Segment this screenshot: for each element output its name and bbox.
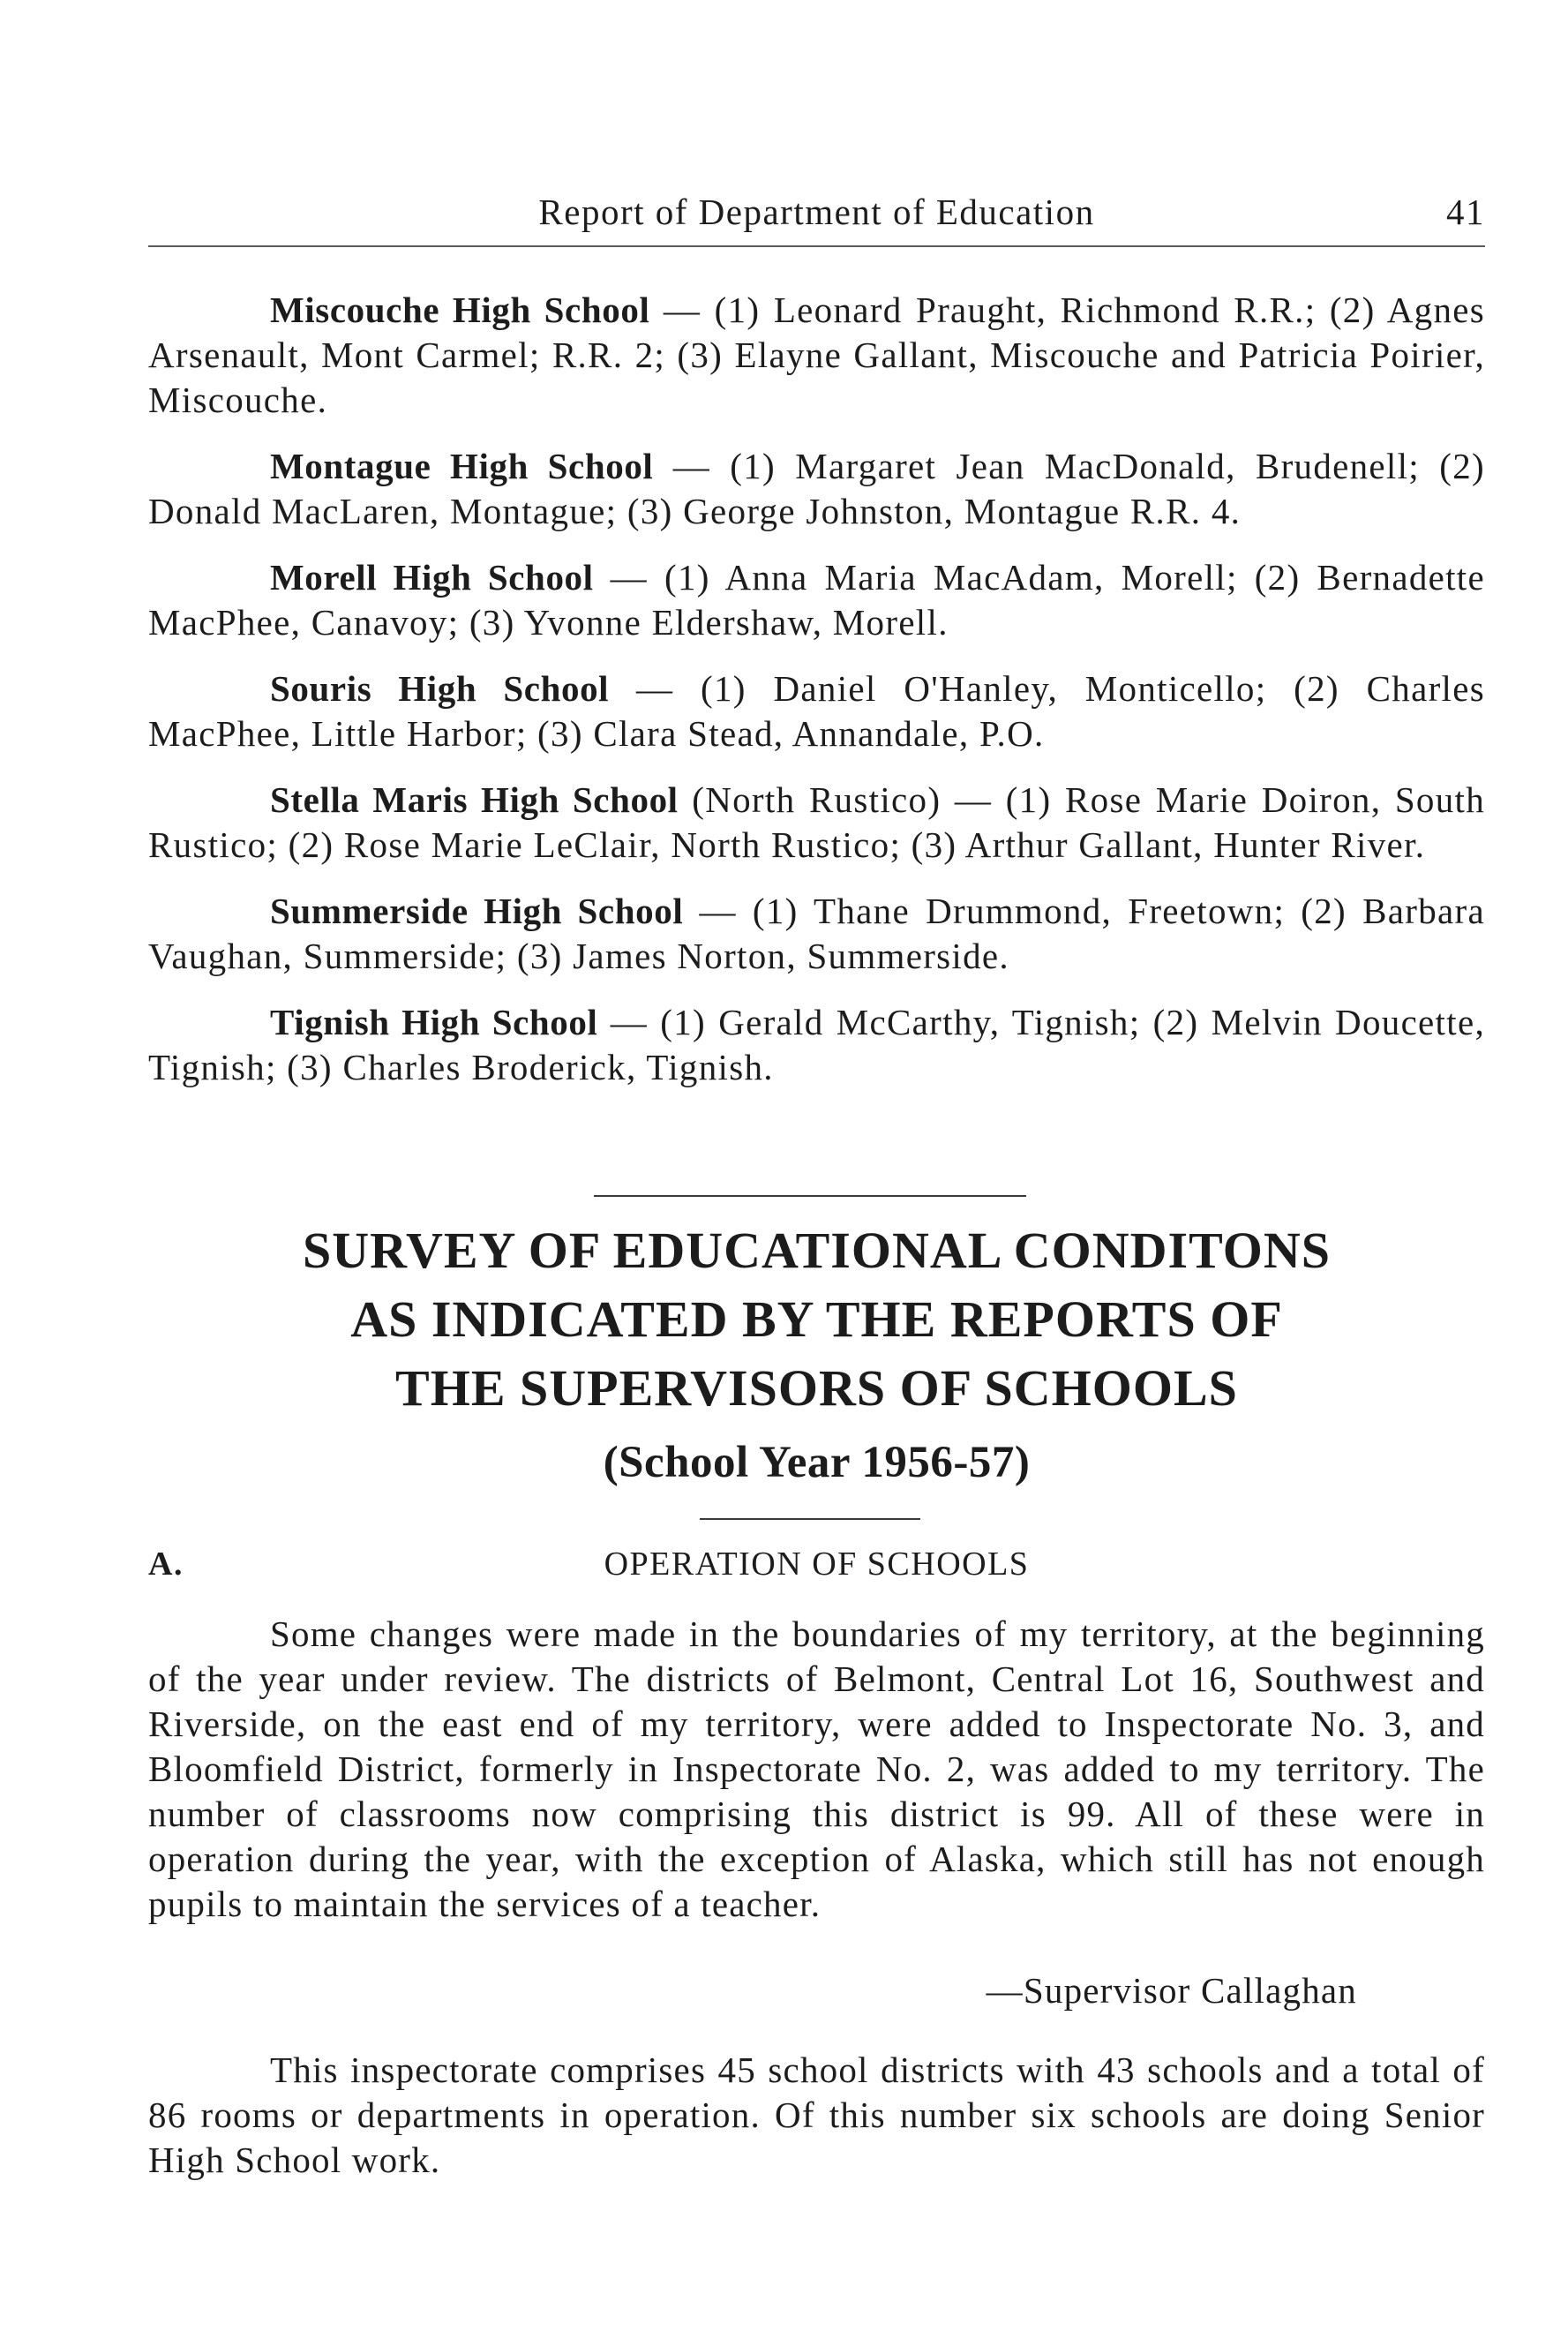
school-name: Summerside High School <box>270 891 684 931</box>
body-paragraph-1: Some changes were made in the boundaries of my territory, at the beginning of the year under review. The districts of Belmont, Central Lot 16, Southwest and Riverside, on the east end of my territory, were added to Inspectorate No. 3, and Bloomfield District, formerly in Inspectorate No. 2, was added to my territory. The number of classrooms now comprising this district is 99. All of these were in operation during the year, with the exception of Alaska, which still has not enough pupils to maintain the services of a teacher. <box>148 1613 1485 1924</box>
winners-text: — (1) Anna Maria MacAdam, Morell; (2) Bernadette MacPhee, Canavoy; (3) Yvonne Eldershaw, Morell. <box>148 557 1485 643</box>
school-name: Souris High School <box>270 668 610 709</box>
winners-text: (North Rustico) — (1) Rose Marie Doiron, South Rustico; (2) Rose Marie LeClair, North Rustico; (3) Arthur Gallant, Hunter River. <box>148 779 1486 865</box>
school-name: Tignish High School <box>270 1002 598 1042</box>
school-entry-miscouche <box>148 288 1485 423</box>
school-name: Montague High School <box>270 446 654 486</box>
school-entry-stella-maris <box>148 778 1485 868</box>
survey-subtitle: (School Year 1956-57) <box>603 1438 1031 1487</box>
school-name: Miscouche High School <box>270 290 650 330</box>
header-rule <box>148 245 1485 247</box>
survey-title-block <box>148 1216 1485 1493</box>
section-title: OPERATION OF SCHOOLS <box>604 1546 1030 1583</box>
winners-text: — (1) Gerald McCarthy, Tignish; (2) Melvin Doucette, Tignish; (3) Charles Broderick, Tignish. <box>148 1002 1485 1087</box>
school-entry-morell <box>148 555 1485 645</box>
survey-title-line-1: SURVEY OF EDUCATIONAL CONDITONS <box>303 1222 1331 1279</box>
school-entry-souris <box>148 666 1485 756</box>
section-divider <box>594 1195 1026 1197</box>
survey-title-line-3: THE SUPERVISORS OF SCHOOLS <box>395 1359 1238 1417</box>
winners-text: — (1) Daniel O'Hanley, Monticello; (2) Charles MacPhee, Little Harbor; (3) Clara Stead, Annandale, P.O. <box>148 668 1485 754</box>
school-entry-summerside <box>148 889 1485 979</box>
prize-winners-list <box>148 288 1485 1111</box>
school-name: Morell High School <box>270 557 594 598</box>
running-head <box>148 191 1485 240</box>
title-underline <box>700 1518 920 1520</box>
section-letter: A. <box>148 1546 184 1583</box>
winners-text: — (1) Margaret Jean MacDonald, Brudenell; (2) Donald MacLaren, Montague; (3) George Johnston, Montague R.R. 4. <box>148 446 1485 531</box>
section-heading <box>148 1545 1485 1591</box>
winners-text: — (1) Leonard Praught, Richmond R.R.; (2) Agnes Arsenault, Mont Carmel; R.R. 2; (3) Elayne Gallant, Miscouche and Patricia Poirier, Miscouche. <box>148 290 1485 420</box>
page-number: 41 <box>1446 192 1485 232</box>
survey-title-line-2: AS INDICATED BY THE REPORTS OF <box>350 1290 1283 1348</box>
body-paragraph-2: This inspectorate comprises 45 school districts with 43 schools and a total of 86 rooms or departments in operation. Of this number six schools are doing Senior High School work. <box>148 2049 1485 2180</box>
running-title: Report of Department of Education <box>538 192 1095 232</box>
school-entry-montague <box>148 444 1485 534</box>
school-name: Stella Maris High School <box>270 779 679 820</box>
supervisor-signature: —Supervisor Callaghan <box>986 1970 1357 2011</box>
winners-text: — (1) Thane Drummond, Freetown; (2) Barbara Vaughan, Summerside; (3) James Norton, Summerside. <box>148 891 1485 976</box>
school-entry-tignish <box>148 1000 1485 1090</box>
